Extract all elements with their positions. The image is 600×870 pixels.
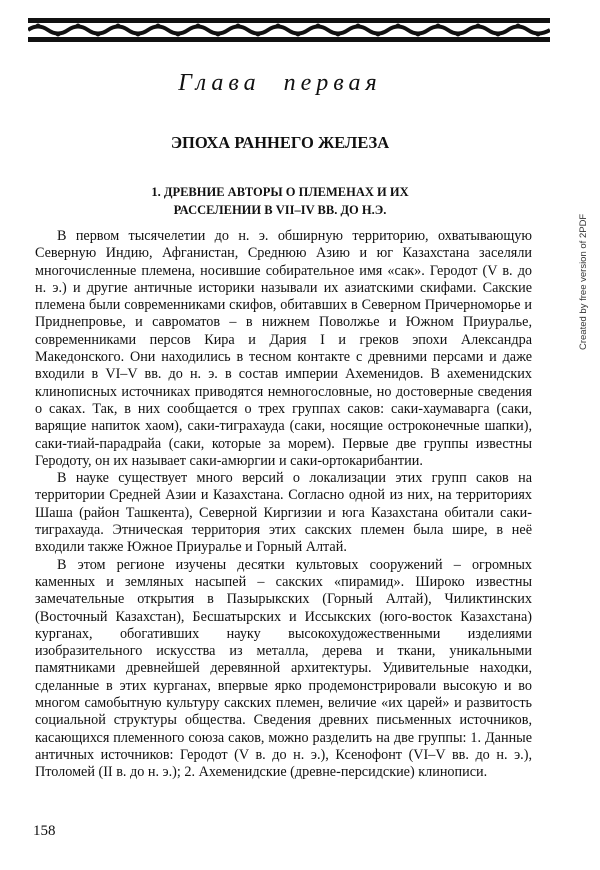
section-title: ЭПОХА РАННЕГО ЖЕЛЕЗА [170, 133, 390, 152]
subsection-title-line-1: 1. ДРЕВНИЕ АВТОРЫ О ПЛЕМЕНАХ И ИХ [151, 185, 409, 199]
paragraph-1: В первом тысячелетии до н. э. обширную территорию, охватывающую Северную Индию, Афганистан, Среднюю Азию и юг Казахстана заселяли многочисленные племена, носившие собирательное имя «сак». Геродот (V в. до н. э.) и другие античные историки называли их азиатскими скифами. Сакские племена были современниками скифов, обитавших в Северном Причерноморье и Приднепровье, и савроматов – в нижнем Поволжье и Южном Приуралье, современниками персов Кира и Дария I и греков эпохи Александра Македонского. Они находились в тесном контакте с древними персами и даже входили в VI–V вв. до н. э. в состав империи Ахеменидов. В ахеменидских клинописных источниках приводятся немногословные, но достоверные сведения о саках. Так, в них сообщается о трех группах саков: саки-хаумаварга (саки, варящие напиток хаом), саки-тиграхауда (саки, носящие остроконечные шапки), саки-тиай-парадрайа (саки, которые за морем). Первые две группы известны Геродоту, он их называет саки-амюргии и саки-ортокарибантии. [35, 228, 532, 469]
page-number: 158 [33, 823, 56, 839]
subsection-title [0, 183, 560, 219]
body-text [35, 228, 532, 782]
chapter-heading: Глава первая [178, 70, 382, 96]
watermark [578, 190, 592, 350]
header-ornament [28, 18, 550, 42]
paragraph-2: В науке существует много версий о локализации этих групп саков на территории Средней Азии и Казахстана. Согласно одной из них, на территориях Шаша (район Ташкента), Северной Киргизии и юга Казахстана обитали саки-тиграхауда. Этническая территория этих сакских племен была шире, в неё входили также Южное Приуралье и Горный Алтай. [35, 470, 532, 556]
watermark-text: Created by free version of 2PDF [578, 213, 589, 350]
subsection-title-line-2: РАССЕЛЕНИИ В VII–IV ВВ. ДО Н.Э. [173, 203, 387, 217]
paragraph-3: В этом регионе изучены десятки культовых сооружений – огромных каменных и земляных насыпей – сакских «пирамид». Широко известны замечательные открытия в Пазырыкских (Горный Алтай), Чиликтинских (Восточный Казахстан), Бесшатырских и Иссыкских (юго-восток Казахстана) курганах, обогативших науку высокохудожественными изделиями изобразительного искусства из металла, дерева и ткани, уникальными памятниками древнейшей деревянной архитектуры. Удивительные находки, сделанные в этих курганах, впервые ярко продемонстрировали высокую и во многом самобытную культуру сакских племен, величие «их царей» и развитость социальной структуры общества. Сведения древних письменных источников, касающихся племенного союза саков, можно разделить на две группы: 1. Данные античных источников: Геродот (V в. до н. э.), Ксенофонт (VI–V вв. до н. э.), Птоломей (II в. до н. э.); 2. Ахеменидские (древне-персидские) клинописи. [35, 556, 532, 781]
